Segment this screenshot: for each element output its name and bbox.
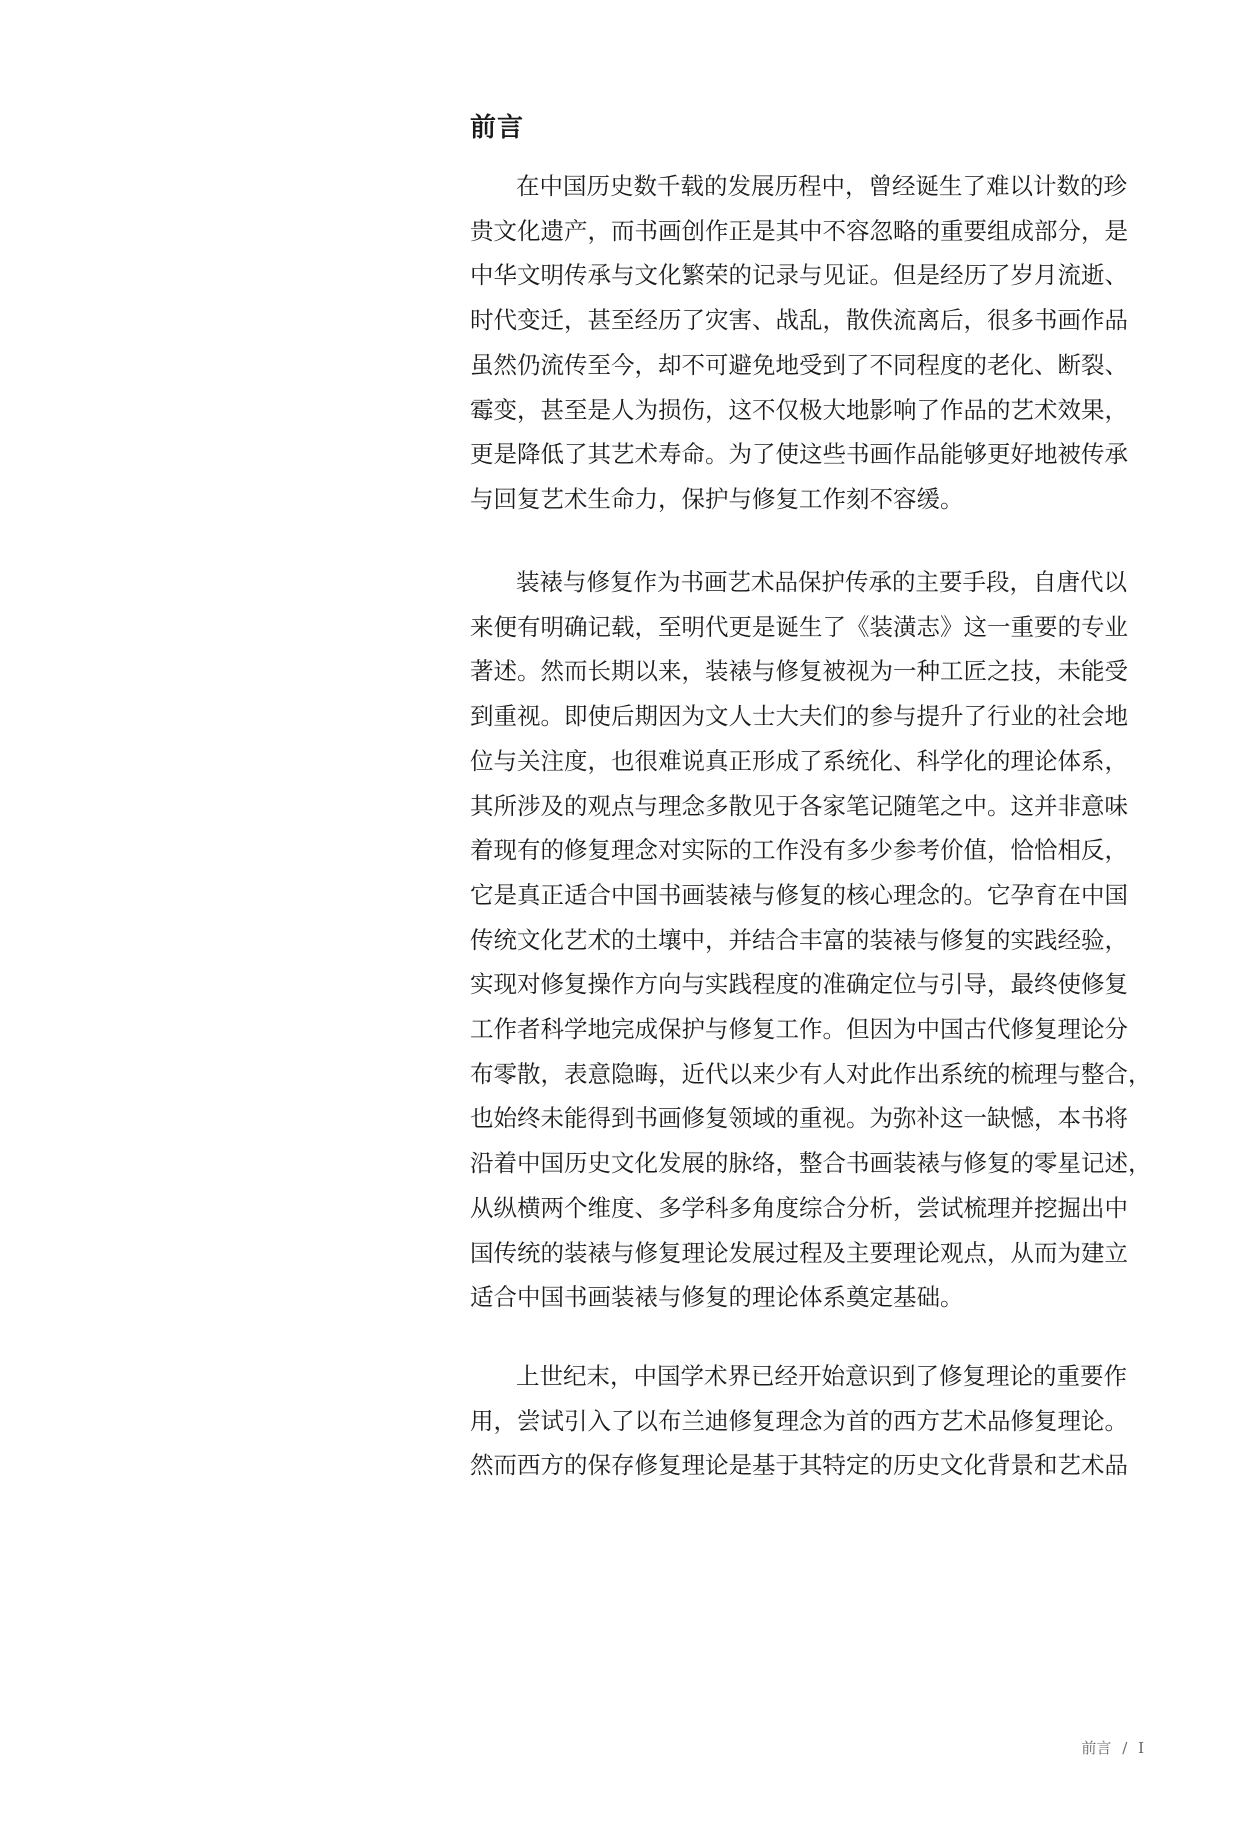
- footer-page-number: I: [1138, 1739, 1144, 1757]
- paragraph-line: 着现有的修复理念对实际的工作没有多少参考价值，恰恰相反，: [470, 836, 1128, 865]
- paragraph-line: 用，尝试引入了以布兰迪修复理念为首的西方艺术品修复理论。: [470, 1406, 1128, 1435]
- paragraph-line: 中华文明传承与文化繁荣的记录与见证。但是经历了岁月流逝、: [470, 261, 1128, 290]
- paragraph-line: 布零散，表意隐晦，近代以来少有人对此作出系统的梳理与整合，: [470, 1059, 1152, 1088]
- paragraph-line: 实现对修复操作方向与实践程度的准确定位与引导，最终使修复: [470, 970, 1128, 999]
- paragraph-line: 更是降低了其艺术寿命。为了使这些书画作品能够更好地被传承: [470, 440, 1128, 469]
- paragraph-line: 贵文化遗产，而书画创作正是其中不容忽略的重要组成部分，是: [470, 216, 1128, 245]
- paragraph-line: 适合中国书画装裱与修复的理论体系奠定基础。: [470, 1283, 964, 1312]
- paragraph-line: 也始终未能得到书画修复领域的重视。为弥补这一缺憾，本书将: [470, 1104, 1128, 1133]
- paragraph-line: 时代变迁，甚至经历了灾害、战乱，散佚流离后，很多书画作品: [470, 306, 1128, 335]
- paragraph-line: 霉变，甚至是人为损伤，这不仅极大地影响了作品的艺术效果，: [470, 395, 1128, 424]
- paragraph-line: 沿着中国历史文化发展的脉络，整合书画装裱与修复的零星记述，: [470, 1149, 1152, 1178]
- paragraph-line: 在中国历史数千载的发展历程中，曾经诞生了难以计数的珍: [516, 172, 1127, 200]
- paragraph-line: 其所涉及的观点与理念多散见于各家笔记随笔之中。这并非意味: [470, 791, 1128, 820]
- page-footer: [1078, 1737, 1147, 1758]
- paragraph-line: 位与关注度，也很难说真正形成了系统化、科学化的理论体系，: [470, 746, 1128, 775]
- paragraph-line: 传统文化艺术的土壤中，并结合丰富的装裱与修复的实践经验，: [470, 925, 1128, 954]
- paragraph-line: 上世纪末，中国学术界已经开始意识到了修复理论的重要作: [516, 1362, 1127, 1390]
- paragraph-line: 来便有明确记载，至明代更是诞生了《装潢志》这一重要的专业: [470, 612, 1128, 641]
- paragraph-line: 与回复艺术生命力，保护与修复工作刻不容缓。: [470, 484, 964, 513]
- page-title: 前言: [470, 113, 525, 143]
- paragraph-line: 然而西方的保存修复理论是基于其特定的历史文化背景和艺术品: [470, 1451, 1128, 1480]
- paragraph-line: 著述。然而长期以来，装裱与修复被视为一种工匠之技，未能受: [470, 657, 1128, 686]
- paragraph-line: 工作者科学地完成保护与修复工作。但因为中国古代修复理论分: [470, 1015, 1128, 1043]
- paragraph-line: 到重视。即使后期因为文人士大夫们的参与提升了行业的社会地: [470, 702, 1128, 731]
- footer-section: 前言: [1081, 1739, 1112, 1757]
- paragraph-line: 虽然仍流传至今，却不可避免地受到了不同程度的老化、断裂、: [470, 350, 1128, 379]
- paragraph-line: 国传统的装裱与修复理论发展过程及主要理论观点，从而为建立: [470, 1238, 1128, 1267]
- footer-separator: /: [1122, 1739, 1128, 1757]
- paragraph-line: 它是真正适合中国书画装裱与修复的核心理念的。它孕育在中国: [470, 880, 1128, 909]
- paragraph-line: 装裱与修复作为书画艺术品保护传承的主要手段，自唐代以: [516, 568, 1127, 596]
- paragraph-line: 从纵横两个维度、多学科多角度综合分析，尝试梳理并挖掘出中: [470, 1193, 1128, 1222]
